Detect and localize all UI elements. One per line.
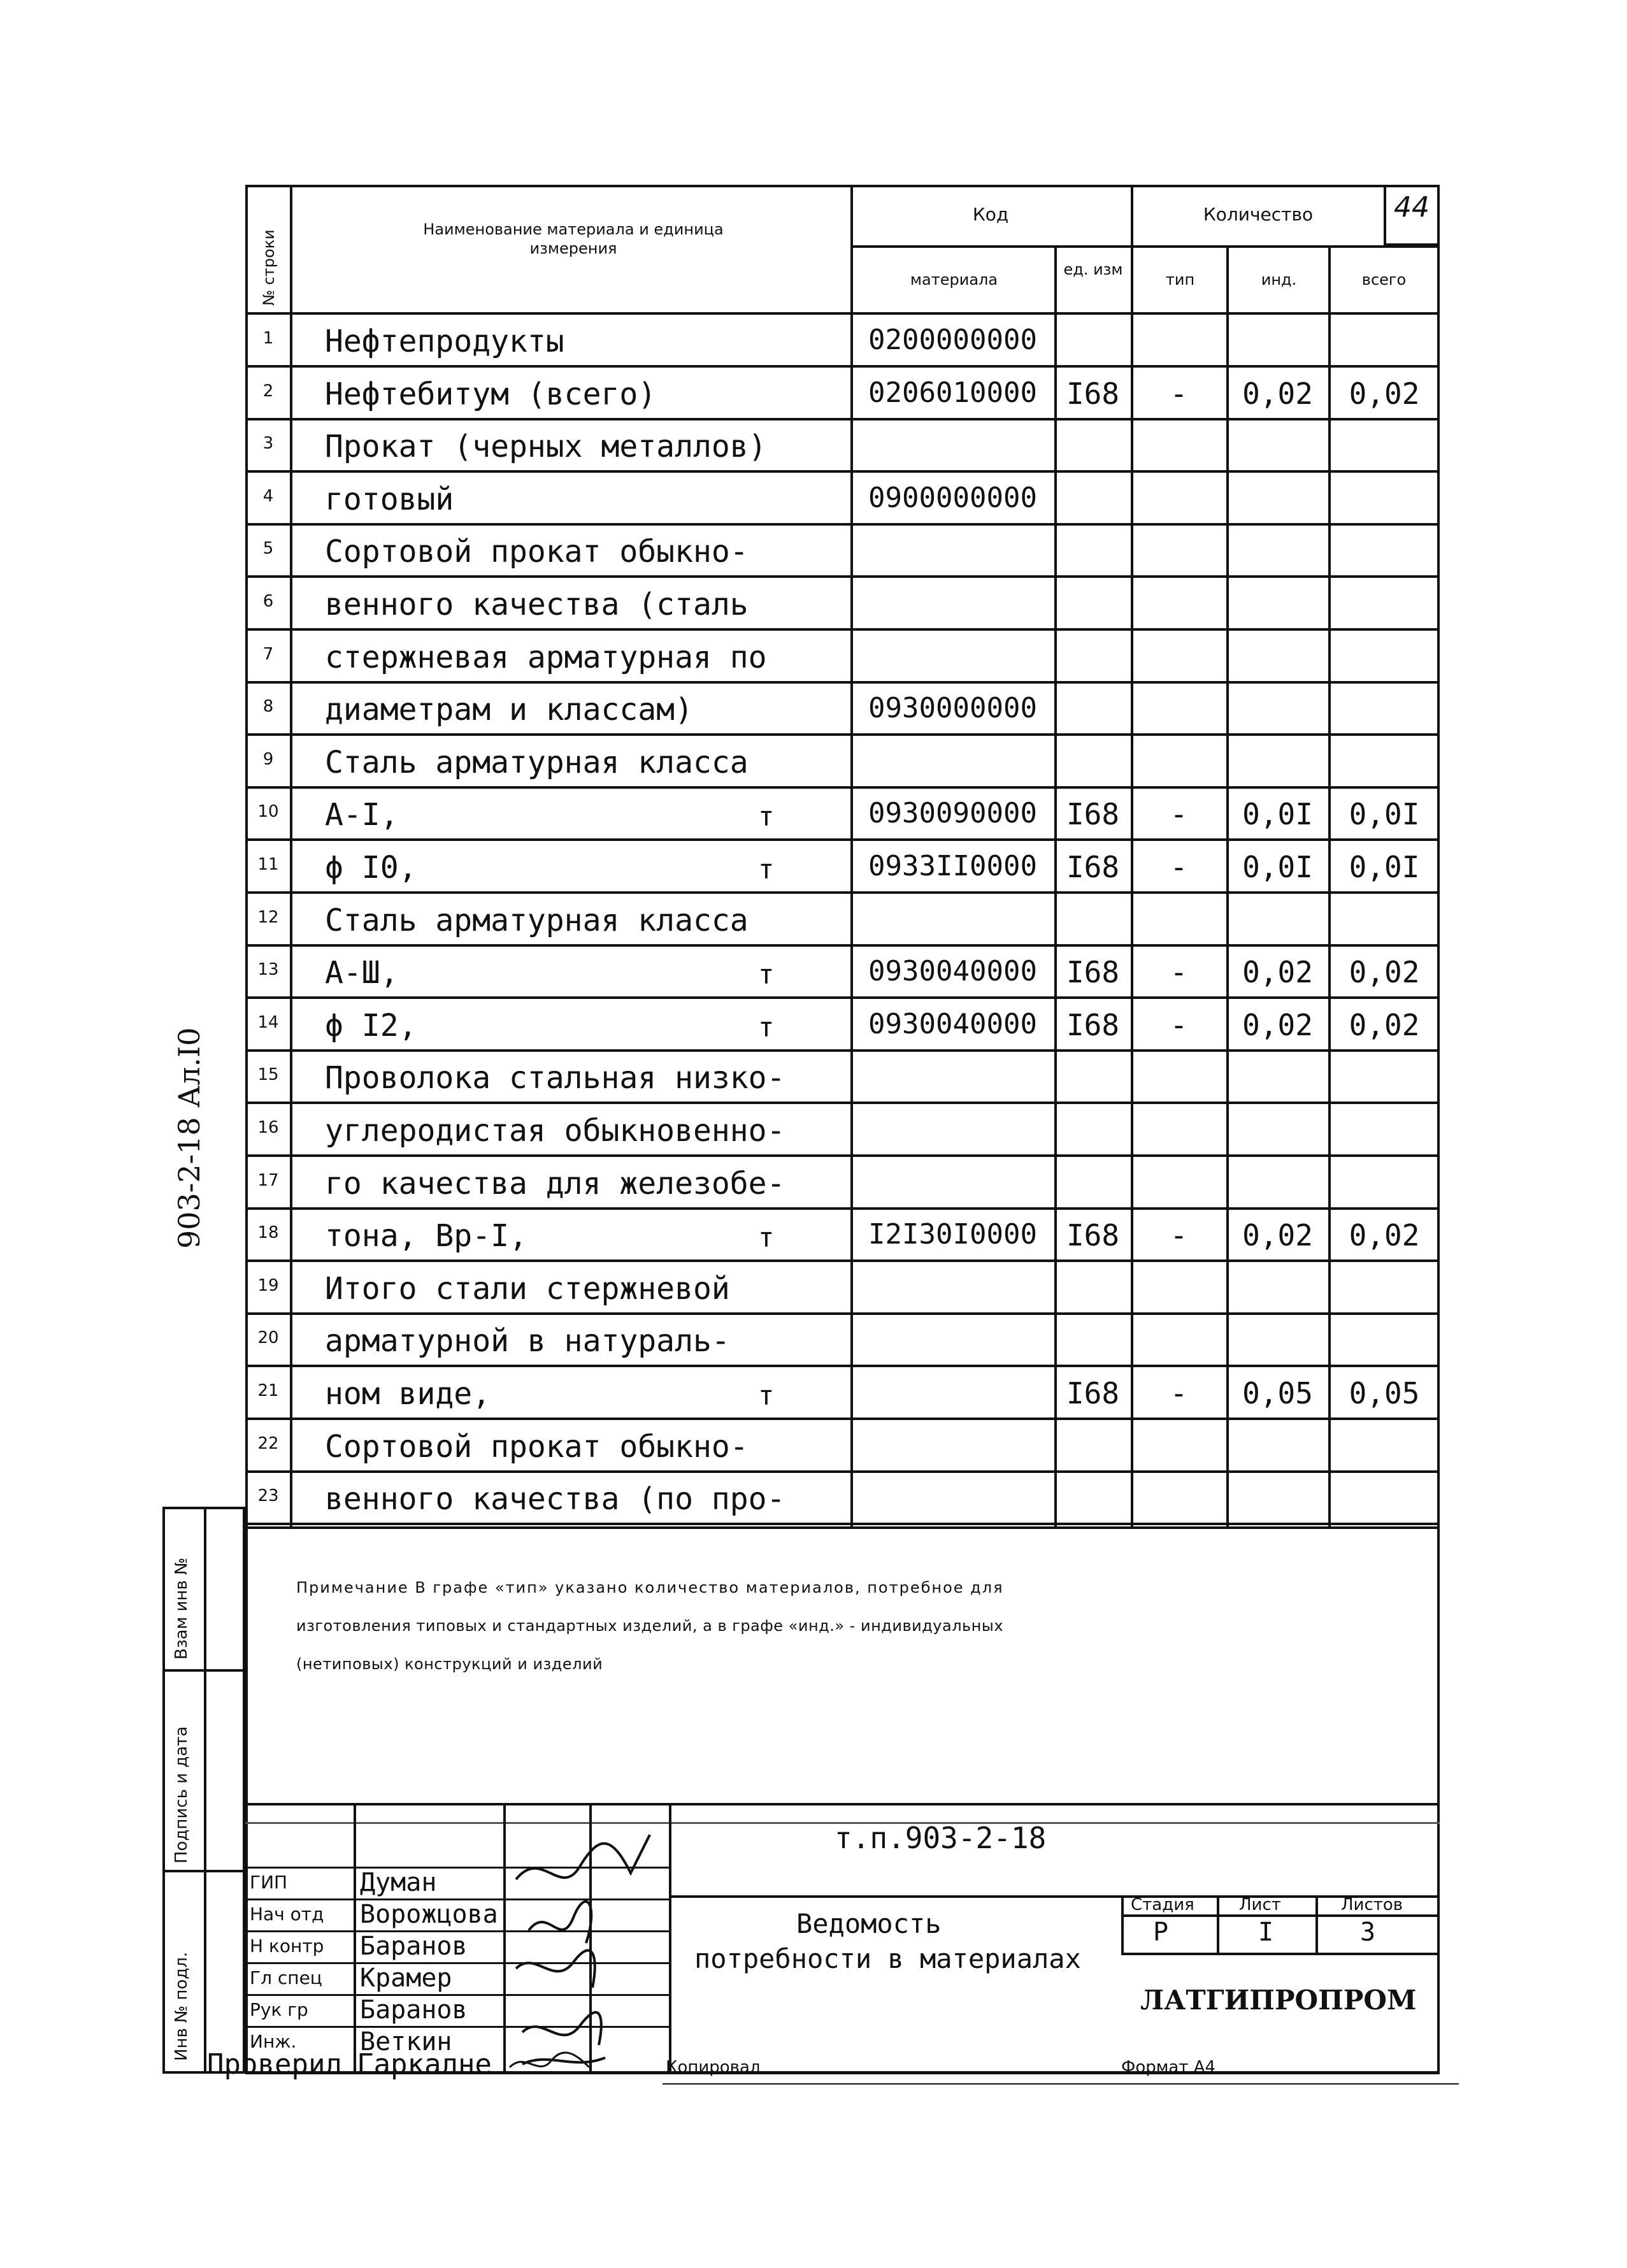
row-number: 11 [257, 855, 279, 874]
qty-ind: 0,02 [1242, 1008, 1313, 1042]
row-divider [245, 523, 1440, 526]
role-name: Баранов [360, 1995, 468, 2025]
unit-code: I68 [1066, 377, 1120, 411]
row-number: 5 [262, 539, 274, 558]
row-divider [245, 1260, 1440, 1262]
qty-ind: 0,02 [1242, 377, 1313, 411]
material-code: 0930000000 [868, 692, 1037, 724]
material-name: углеродистая обыкновенно- [325, 1113, 785, 1149]
material-name: венного качества (по про- [325, 1481, 785, 1517]
material-code: 0930040000 [868, 1008, 1037, 1040]
row-number: 17 [257, 1171, 279, 1190]
qty-type: - [1170, 797, 1188, 831]
qty-total: 0,02 [1349, 1218, 1420, 1252]
qty-type: - [1170, 1218, 1188, 1252]
row-divider [245, 1102, 1440, 1104]
row-divider [245, 996, 1440, 999]
row-unit-label: т [758, 1380, 775, 1411]
role-label: Н контр [250, 1935, 324, 1956]
doc-title-line-2: потребности в материалах [694, 1943, 1081, 1974]
row-divider [245, 733, 1440, 736]
sheets-label: Листов [1341, 1895, 1403, 1914]
qty-total: 0,02 [1349, 1008, 1420, 1042]
role-name: Веткин [360, 2027, 452, 2056]
row-number: 18 [257, 1223, 279, 1242]
row-unit-label: т [758, 1222, 775, 1253]
material-name: Сталь арматурная класса [325, 745, 749, 780]
role-label: Гл спец [250, 1967, 322, 1988]
header-quantity: Количество [1203, 204, 1314, 225]
row-number: 9 [262, 750, 274, 769]
row-number: 8 [262, 697, 274, 716]
row-number: 4 [262, 487, 274, 506]
material-name: А-I, [325, 797, 399, 833]
project-code: т.п.903-2-18 [835, 1821, 1047, 1855]
row-number: 3 [262, 434, 274, 453]
material-name: ϕ I2, [325, 1008, 417, 1044]
row-divider [245, 575, 1440, 578]
row-divider [245, 1207, 1440, 1210]
material-name: готовый [325, 482, 454, 517]
material-code: 0900000000 [868, 482, 1037, 514]
material-name: А-Ш, [325, 955, 399, 991]
material-name: Сортовой прокат обыкно- [325, 534, 749, 570]
qty-ind: 0,02 [1242, 955, 1313, 989]
header-material-name: Наименование материала и единица измерения [423, 220, 724, 257]
unit-code: I68 [1066, 1218, 1120, 1252]
left-margin-code: 903-2-18 Ал.I0 [172, 1027, 206, 1249]
qty-ind: 0,02 [1242, 1218, 1313, 1252]
role-name: Ворожцова [360, 1900, 498, 1929]
qty-ind: 0,0I [1242, 797, 1313, 831]
header-qty-ind: инд. [1261, 271, 1297, 289]
row-divider [245, 1470, 1440, 1473]
role-label: Нач отд [250, 1904, 324, 1925]
row-divider [245, 786, 1440, 789]
row-divider [245, 628, 1440, 631]
material-name: го качества для железобе- [325, 1166, 785, 1202]
row-divider [245, 1418, 1440, 1420]
row-unit-label: т [758, 1012, 775, 1043]
stamp-inventory-original: Инв № подл. [172, 1951, 191, 2061]
material-code: 0933II0000 [868, 850, 1037, 882]
checked-signature [506, 2048, 596, 2080]
row-number: 15 [257, 1065, 279, 1084]
sheet-number: 44 [1394, 191, 1430, 224]
material-code: 0200000000 [868, 324, 1037, 356]
row-number: 14 [257, 1013, 279, 1032]
material-code: 0930040000 [868, 955, 1037, 987]
row-number: 21 [257, 1381, 279, 1400]
row-unit-label: т [758, 801, 775, 832]
row-divider [245, 944, 1440, 947]
row-number: 2 [262, 382, 274, 401]
role-name: Думан [360, 1868, 437, 1897]
row-number: 6 [262, 592, 274, 611]
stage-label: Стадия [1131, 1895, 1194, 1914]
header-code: Код [972, 204, 1009, 225]
qty-type: - [1170, 1376, 1188, 1410]
material-name: ϕ I0, [325, 850, 417, 886]
row-unit-label: т [758, 854, 775, 885]
unit-code: I68 [1066, 955, 1120, 989]
stage-value: Р [1153, 1918, 1169, 1947]
row-divider [245, 1312, 1440, 1315]
copied-label: Копировал [666, 2058, 761, 2077]
signatures [503, 1809, 707, 2077]
row-number: 10 [257, 802, 279, 821]
material-name: тона, Вр-I, [325, 1218, 527, 1254]
material-code: 0206010000 [868, 377, 1037, 409]
material-name: Сортовой прокат обыкно- [325, 1429, 749, 1465]
material-name: арматурной в натураль- [325, 1323, 730, 1359]
unit-code: I68 [1066, 1008, 1120, 1042]
qty-total: 0,02 [1349, 377, 1420, 411]
role-label: Рук гр [250, 1999, 308, 2020]
role-name: Баранов [360, 1932, 468, 1961]
row-number: 23 [257, 1486, 279, 1505]
material-name: Проволока стальная низко- [325, 1060, 785, 1096]
note-line-1: Примечание В графе «тип» указано количество материалов, потребное для [296, 1579, 1004, 1597]
qty-total: 0,0I [1349, 850, 1420, 884]
material-code: I2I30I0000 [868, 1218, 1037, 1251]
material-name: Итого стали стержневой [325, 1271, 730, 1307]
row-number: 16 [257, 1118, 279, 1137]
row-divider [245, 1523, 1440, 1525]
header-code-unit: ед. изм [1063, 261, 1123, 278]
header-qty-total: всего [1361, 271, 1407, 289]
role-label: Инж. [250, 2031, 297, 2052]
format-label: Формат А4 [1121, 2058, 1216, 2077]
unit-code: I68 [1066, 1376, 1120, 1410]
material-name: Прокат (черных металлов) [325, 429, 767, 464]
qty-type: - [1170, 955, 1188, 989]
row-number: 1 [262, 329, 274, 348]
header-row-number: № строки [260, 229, 278, 306]
qty-type: - [1170, 377, 1188, 411]
qty-ind: 0,05 [1242, 1376, 1313, 1410]
material-name: венного качества (сталь [325, 587, 749, 622]
row-divider [245, 891, 1440, 894]
row-number: 20 [257, 1328, 279, 1347]
unit-code: I68 [1066, 850, 1120, 884]
qty-total: 0,02 [1349, 955, 1420, 989]
unit-code: I68 [1066, 797, 1120, 831]
note-line-2: изготовления типовых и стандартных изделий, а в графе «инд.» - индивидуальных [296, 1617, 1004, 1635]
organization: ЛАТГИПРОПРОМ [1140, 1984, 1417, 2016]
material-name: Нефтепродукты [325, 324, 564, 359]
sheet-label: Лист [1239, 1895, 1281, 1914]
row-divider [245, 681, 1440, 684]
material-name: Нефтебитум (всего) [325, 377, 657, 412]
row-number: 22 [257, 1434, 279, 1453]
row-divider [245, 1049, 1440, 1052]
checked-label: Проверил [207, 2048, 342, 2081]
stamp-signature-date: Подпись и дата [172, 1726, 191, 1863]
row-divider [245, 365, 1440, 368]
row-divider [245, 418, 1440, 420]
material-name: ном виде, [325, 1376, 491, 1412]
qty-total: 0,05 [1349, 1376, 1420, 1410]
qty-type: - [1170, 850, 1188, 884]
qty-type: - [1170, 1008, 1188, 1042]
row-divider [245, 1365, 1440, 1367]
row-number: 7 [262, 645, 274, 664]
row-number: 19 [257, 1276, 279, 1295]
role-name: Крамер [360, 1963, 452, 1993]
row-unit-label: т [758, 959, 775, 990]
material-name: Сталь арматурная класса [325, 903, 749, 938]
doc-title-line-1: Ведомость [796, 1908, 942, 1939]
sheets-value: 3 [1360, 1918, 1376, 1947]
material-name: стержневая арматурная по [325, 640, 767, 675]
material-name: диаметрам и классам) [325, 692, 693, 728]
row-divider [245, 470, 1440, 473]
qty-ind: 0,0I [1242, 850, 1313, 884]
row-number: 12 [257, 908, 279, 927]
material-code: 0930090000 [868, 797, 1037, 829]
qty-total: 0,0I [1349, 797, 1420, 831]
row-divider [245, 838, 1440, 841]
note-line-3: (нетиповых) конструкций и изделий [296, 1655, 603, 1673]
stamp-replace-inventory: Взам инв № [172, 1558, 191, 1660]
row-number: 13 [257, 960, 279, 979]
header-code-material: материала [910, 271, 998, 289]
row-divider [245, 1154, 1440, 1157]
sheet-value: I [1258, 1918, 1274, 1947]
role-label: ГИП [250, 1872, 288, 1893]
checked-name: Гаркалне [357, 2048, 492, 2081]
header-qty-type: тип [1165, 271, 1195, 289]
